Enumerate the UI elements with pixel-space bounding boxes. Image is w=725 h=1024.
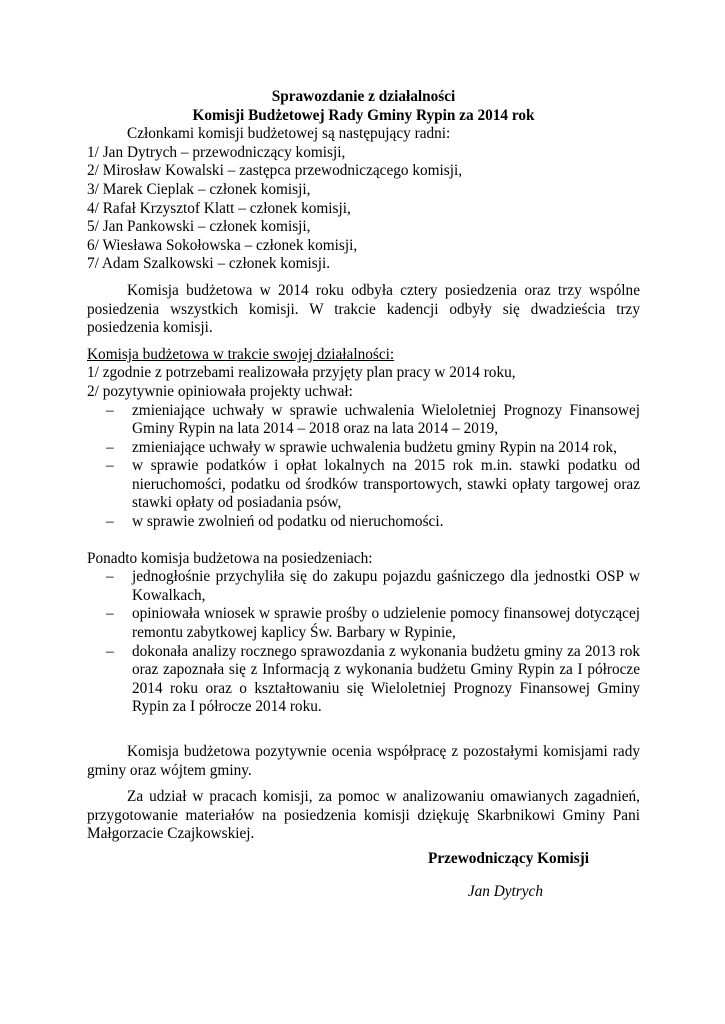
signature-title: Przewodniczący Komisji — [428, 849, 589, 867]
member-item: 3/ Marek Cieplak – członek komisji, — [87, 180, 311, 198]
closing-paragraph-2: Za udział w pracach komisji, za pomoc w analizowaniu omawianych zagadnień, przygotowanie materiałów na posiedzenia komisji dziękuję Skarbnikowi Gminy Pani Małgorzacie Czajkowskiej. — [87, 788, 640, 843]
list-item: – zmieniające uchwały w sprawie uchwalenia Wieloletniej Prognozy Finansowej Gminy Rypin na lata 2014 – 2018 oraz na lata 2014 – 2019, — [106, 401, 640, 438]
dash-bullet: – — [106, 605, 114, 623]
dash-bullet: – — [106, 438, 114, 456]
list-item: – zmieniające uchwały w sprawie uchwalenia budżetu gminy Rypin na 2014 rok, — [106, 438, 617, 456]
member-item: 2/ Mirosław Kowalski – zastępca przewodniczącego komisji, — [87, 162, 463, 180]
list-item: – dokonała analizy rocznego sprawozdania z wykonania budżetu gminy za 2013 rok oraz zapoznała się z Informacją z wykonania budżetu Gminy Rypin za I półrocze 2014 roku oraz o kształtowaniu się Wieloletniej Prognozy Finansowej Gminy Rypin za I półrocze 2014 roku. — [106, 642, 640, 716]
members-intro: Członkami komisji budżetowej są następujący radni: — [127, 125, 451, 143]
signature-name: Jan Dytrych — [467, 882, 543, 900]
list-item: – opiniowała wniosek w sprawie prośby o udzielenie pomocy finansowej dotyczącej remontu zabytkowej kaplicy Św. Barbary w Rypinie, — [106, 605, 640, 642]
activity-point-1: 1/ zgodnie z potrzebami realizowała przyjęty plan pracy w 2014 roku, — [87, 364, 516, 382]
member-item: 1/ Jan Dytrych – przewodniczący komisji, — [87, 143, 346, 161]
resolutions-list — [87, 402, 640, 532]
members-list — [87, 144, 640, 274]
activity-point-2: 2/ pozytywnie opiniowała projekty uchwał: — [87, 382, 353, 400]
dash-bullet: – — [106, 642, 114, 660]
additional-intro: Ponadto komisja budżetowa na posiedzeniach: — [87, 549, 373, 567]
list-item: – jednogłośnie przychyliła się do zakupu pojazdu gaśniczego dla jednostki OSP w Kowalkach, — [106, 568, 640, 604]
list-item: – w sprawie zwolnień od podatku od nieruchomości. — [106, 513, 444, 531]
dash-bullet: – — [106, 457, 114, 475]
document-title-line-1: Sprawozdanie z działalności — [271, 88, 456, 105]
additional-list — [87, 568, 640, 717]
member-item: 5/ Jan Pankowski – członek komisji, — [87, 218, 311, 236]
dash-bullet: – — [106, 513, 114, 531]
dash-bullet: – — [106, 568, 114, 586]
document-page — [87, 88, 640, 901]
member-item: 4/ Rafał Krzysztof Klatt – członek komisji, — [87, 199, 351, 217]
activity-heading: Komisja budżetowa w trakcie swojej działalności: — [87, 345, 395, 363]
document-title-line-2: Komisji Budżetowej Rady Gminy Rypin za 2014 rok — [192, 106, 535, 124]
list-item: – w sprawie podatków i opłat lokalnych na 2015 rok m.in. stawki podatku od nieruchomości, podatku od środków transportowych, stawki opłaty targowej oraz stawki opłaty od posiadania psów, — [106, 457, 640, 512]
member-item: 7/ Adam Szalkowski – członek komisji. — [87, 255, 331, 273]
closing-paragraph-1: Komisja budżetowa pozytywnie ocenia współpracę z pozostałymi komisjami rady gminy oraz wójtem gminy. — [87, 743, 640, 779]
member-item: 6/ Wiesława Sokołowska – członek komisji, — [87, 236, 358, 254]
dash-bullet: – — [106, 401, 114, 419]
meetings-paragraph: Komisja budżetowa w 2014 roku odbyła cztery posiedzenia oraz trzy wspólne posiedzenia wszystkich komisji. W trakcie kadencji odbyły się dwadzieścia trzy posiedzenia komisji. — [87, 281, 640, 337]
